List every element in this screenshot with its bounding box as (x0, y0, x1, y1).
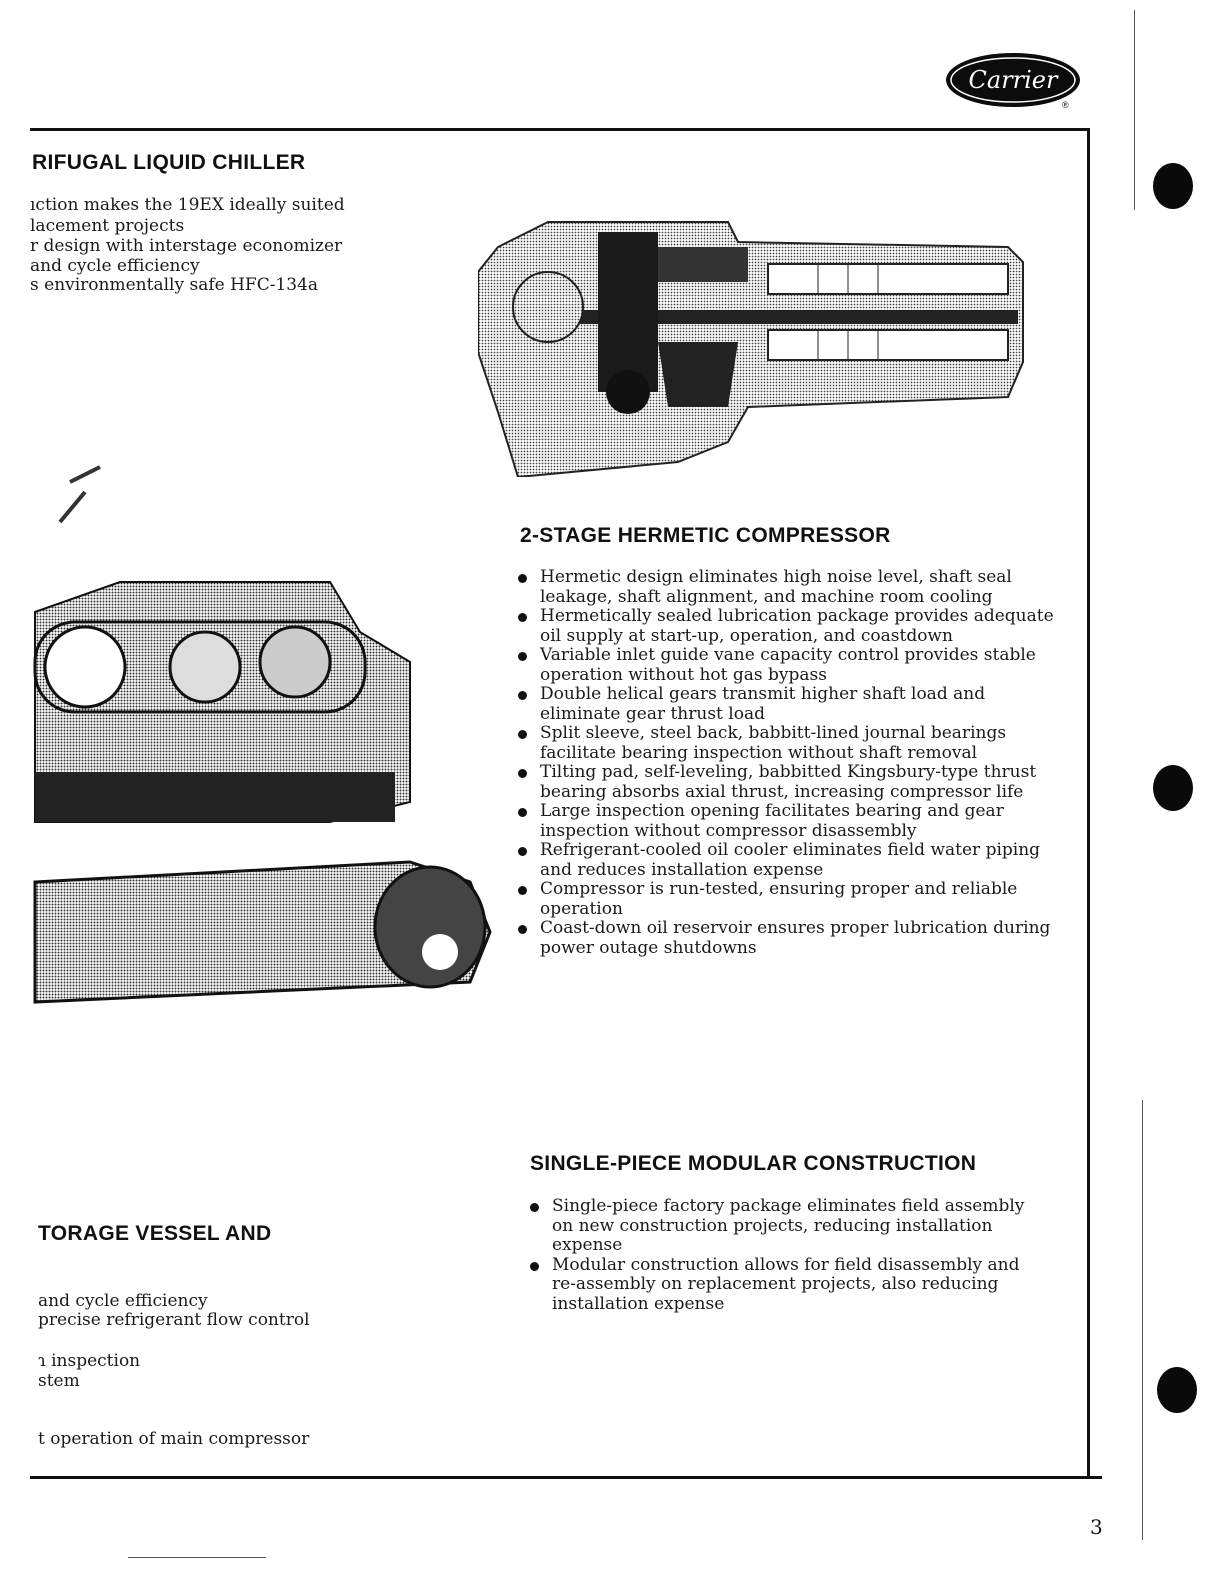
intro-line: ıction makes the 19EX ideally suited (30, 195, 345, 215)
right-rule (1087, 128, 1090, 1478)
storage-line: ɿ inspection (38, 1351, 141, 1371)
list-item: Coast-down oil reservoir ensures proper lubrication during power outage shutdowns (516, 919, 1061, 958)
punch-hole (1153, 163, 1193, 209)
margin-line (1134, 10, 1135, 210)
margin-line (1142, 1100, 1143, 1540)
punch-hole (1157, 1367, 1197, 1413)
logo-text: Carrier (968, 66, 1058, 94)
list-item: Split sleeve, steel back, babbitt-lined journal bearings facilitate bearing inspection without shaft removal (516, 724, 1061, 763)
section-heading-modular: SINGLE-PIECE MODULAR CONSTRUCTION (530, 1152, 977, 1175)
list-item: Refrigerant-cooled oil cooler eliminates field water piping and reduces installation expense (516, 841, 1061, 880)
storage-line: precise refrigerant flow control (38, 1310, 310, 1330)
section-heading-chiller: RIFUGAL LIQUID CHILLER (32, 151, 306, 174)
top-rule (30, 128, 1090, 131)
list-item: Modular construction allows for field disassembly and re-assembly on replacement projects, also reducing installation expense (528, 1256, 1028, 1315)
storage-line: and cycle efficiency (38, 1291, 208, 1311)
section-heading-storage: TORAGE VESSEL AND (38, 1222, 272, 1245)
list-item: Single-piece factory package eliminates field assembly on new construction projects, reducing installation expense (528, 1197, 1028, 1256)
modular-feature-list (528, 1197, 1028, 1314)
bottom-rule (30, 1476, 1102, 1479)
punch-hole (1153, 765, 1193, 811)
chiller-photo (30, 462, 500, 1042)
list-item: Hermetic design eliminates high noise level, shaft seal leakage, shaft alignment, and machine room cooling (516, 568, 1061, 607)
storage-line: t operation of main compressor (38, 1429, 310, 1449)
registered-mark: ® (1062, 100, 1069, 110)
compressor-cutaway-illustration (478, 192, 1048, 477)
page-number: 3 (1090, 1515, 1103, 1539)
list-item: Large inspection opening facilitates bearing and gear inspection without compressor disassembly (516, 802, 1061, 841)
margin-line (128, 1557, 266, 1558)
storage-line: stem (38, 1371, 80, 1391)
list-item: Compressor is run-tested, ensuring proper and reliable operation (516, 880, 1061, 919)
compressor-feature-list (516, 568, 1061, 958)
list-item: Variable inlet guide vane capacity control provides stable operation without hot gas bypass (516, 646, 1061, 685)
list-item: Tilting pad, self-leveling, babbitted Kingsbury-type thrust bearing absorbs axial thrust, increasing compressor life (516, 763, 1061, 802)
intro-line: r design with interstage economizer (30, 236, 343, 256)
section-heading-compressor: 2-STAGE HERMETIC COMPRESSOR (520, 524, 891, 547)
list-item: Hermetically sealed lubrication package provides adequate oil supply at start-up, operation, and coastdown (516, 607, 1061, 646)
intro-line: s environmentally safe HFC-134a (30, 275, 319, 295)
list-item: Double helical gears transmit higher shaft load and eliminate gear thrust load (516, 685, 1061, 724)
intro-line: and cycle efficiency (30, 256, 200, 276)
intro-line: lacement projects (30, 216, 185, 236)
